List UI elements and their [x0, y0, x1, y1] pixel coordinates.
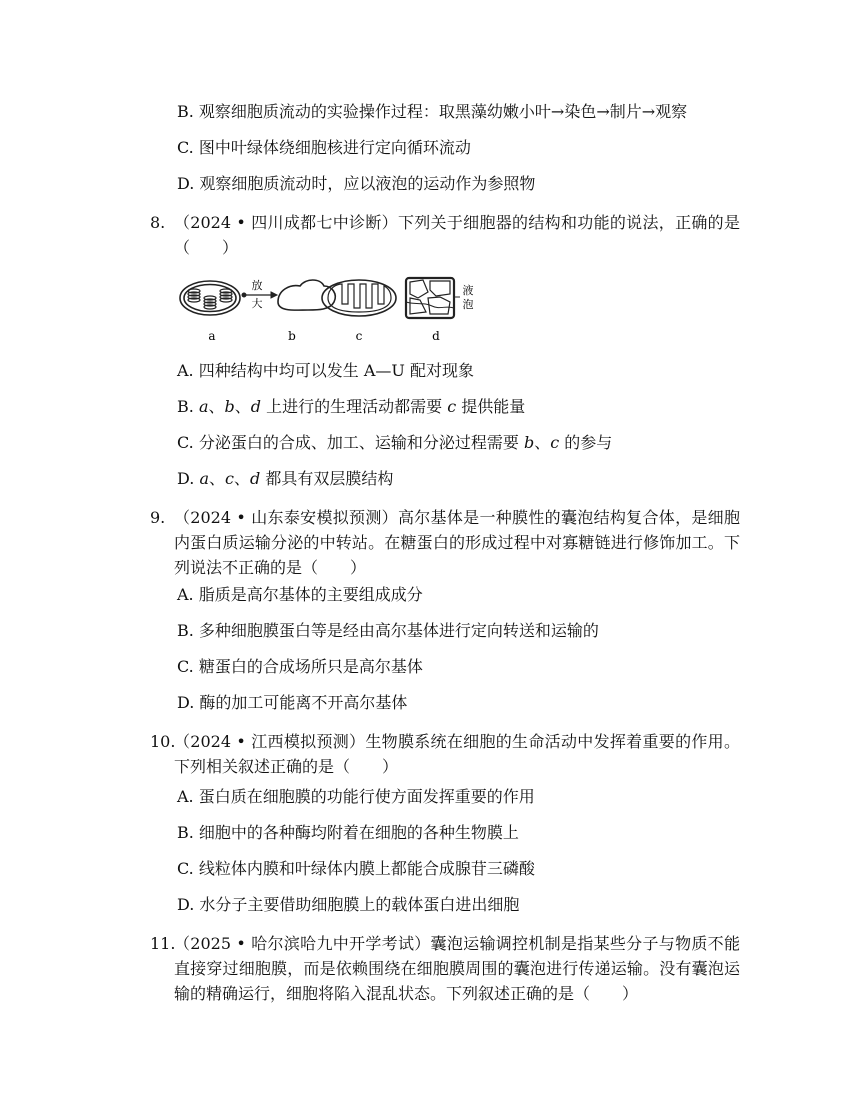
question-number: 8.	[150, 213, 166, 232]
q10-option-a: A. 蛋白质在细胞膜的功能行使方面发挥重要的作用	[177, 787, 535, 806]
q8-option-c: C. 分泌蛋白的合成、加工、运输和分泌过程需要 b、c 的参与	[177, 433, 613, 452]
chloroplast-diagram	[180, 281, 240, 315]
label-d: d	[432, 329, 440, 343]
q8-option-b: B. a、b、d 上进行的生理活动都需要 c 提供能量	[177, 397, 526, 416]
q10-option-d: D. 水分子主要借助细胞膜上的载体蛋白进出细胞	[177, 895, 520, 914]
vacuole-label-2: 泡	[462, 298, 474, 311]
question-number: 10.	[150, 732, 176, 751]
q10-option-b: B. 细胞中的各种酶均附着在细胞的各种生物膜上	[177, 823, 519, 842]
label-c: c	[355, 329, 363, 343]
q8-option-d: D. a、c、d 都具有双层膜结构	[177, 469, 394, 488]
vacuole-label-1: 液	[462, 284, 474, 297]
question-8	[150, 210, 740, 260]
q10-option-c: C. 线粒体内膜和叶绿体内膜上都能合成腺苷三磷酸	[177, 859, 535, 878]
question-11	[150, 931, 740, 1006]
question-number: 11.	[150, 934, 176, 953]
question-9	[150, 505, 740, 580]
q7-option-b: B. 观察细胞质流动的实验操作过程：取黑藻幼嫩小叶→染色→制片→观察	[177, 102, 688, 121]
enlarge-label-2: 大	[251, 297, 263, 310]
question-10	[150, 729, 740, 779]
q9-option-d: D. 酶的加工可能离不开高尔基体	[177, 693, 408, 712]
question-stem: （2024 • 四川成都七中诊断）下列关于细胞器的结构和功能的说法，正确的是（ ）	[174, 213, 740, 257]
label-a: a	[208, 329, 216, 343]
q9-option-a: A. 脂质是高尔基体的主要组成成分	[177, 585, 423, 604]
golgi-diagram	[278, 280, 335, 310]
q8-option-a: A. 四种结构中均可以发生 A—U 配对现象	[177, 361, 474, 380]
mitochondrion-diagram	[322, 280, 396, 316]
question-stem: （2024 • 江西模拟预测）生物膜系统在细胞的生命活动中发挥着重要的作用。下列相关叙述正确的是（ ）	[174, 732, 740, 776]
question-stem: （2024 • 山东泰安模拟预测）高尔基体是一种膜性的囊泡结构复合体，是细胞内蛋白质运输分泌的中转站。在糖蛋白的形成过程中对寡糖链进行修饰加工。下列说法不正确的是（ ）	[174, 508, 740, 577]
q7-option-c: C. 图中叶绿体绕细胞核进行定向循环流动	[177, 138, 471, 157]
q7-option-d: D. 观察细胞质流动时，应以液泡的运动作为参照物	[177, 174, 536, 193]
q9-option-c: C. 糖蛋白的合成场所只是高尔基体	[177, 657, 423, 676]
vacuole-cells-diagram	[406, 278, 454, 318]
organelle-figure	[178, 272, 478, 347]
question-stem: （2025 • 哈尔滨哈九中开学考试）囊泡运输调控机制是指某些分子与物质不能直接穿过细胞膜，而是依赖围绕在细胞膜周围的囊泡进行传递运输。没有囊泡运输的精确运行，细胞将陷入混乱状态。下列叙述正确的是（ ）	[174, 934, 740, 1003]
question-number: 9.	[150, 508, 166, 527]
label-b: b	[288, 329, 296, 343]
enlarge-label-1: 放	[251, 279, 263, 292]
q9-option-b: B. 多种细胞膜蛋白等是经由高尔基体进行定向转送和运输的	[177, 621, 599, 640]
